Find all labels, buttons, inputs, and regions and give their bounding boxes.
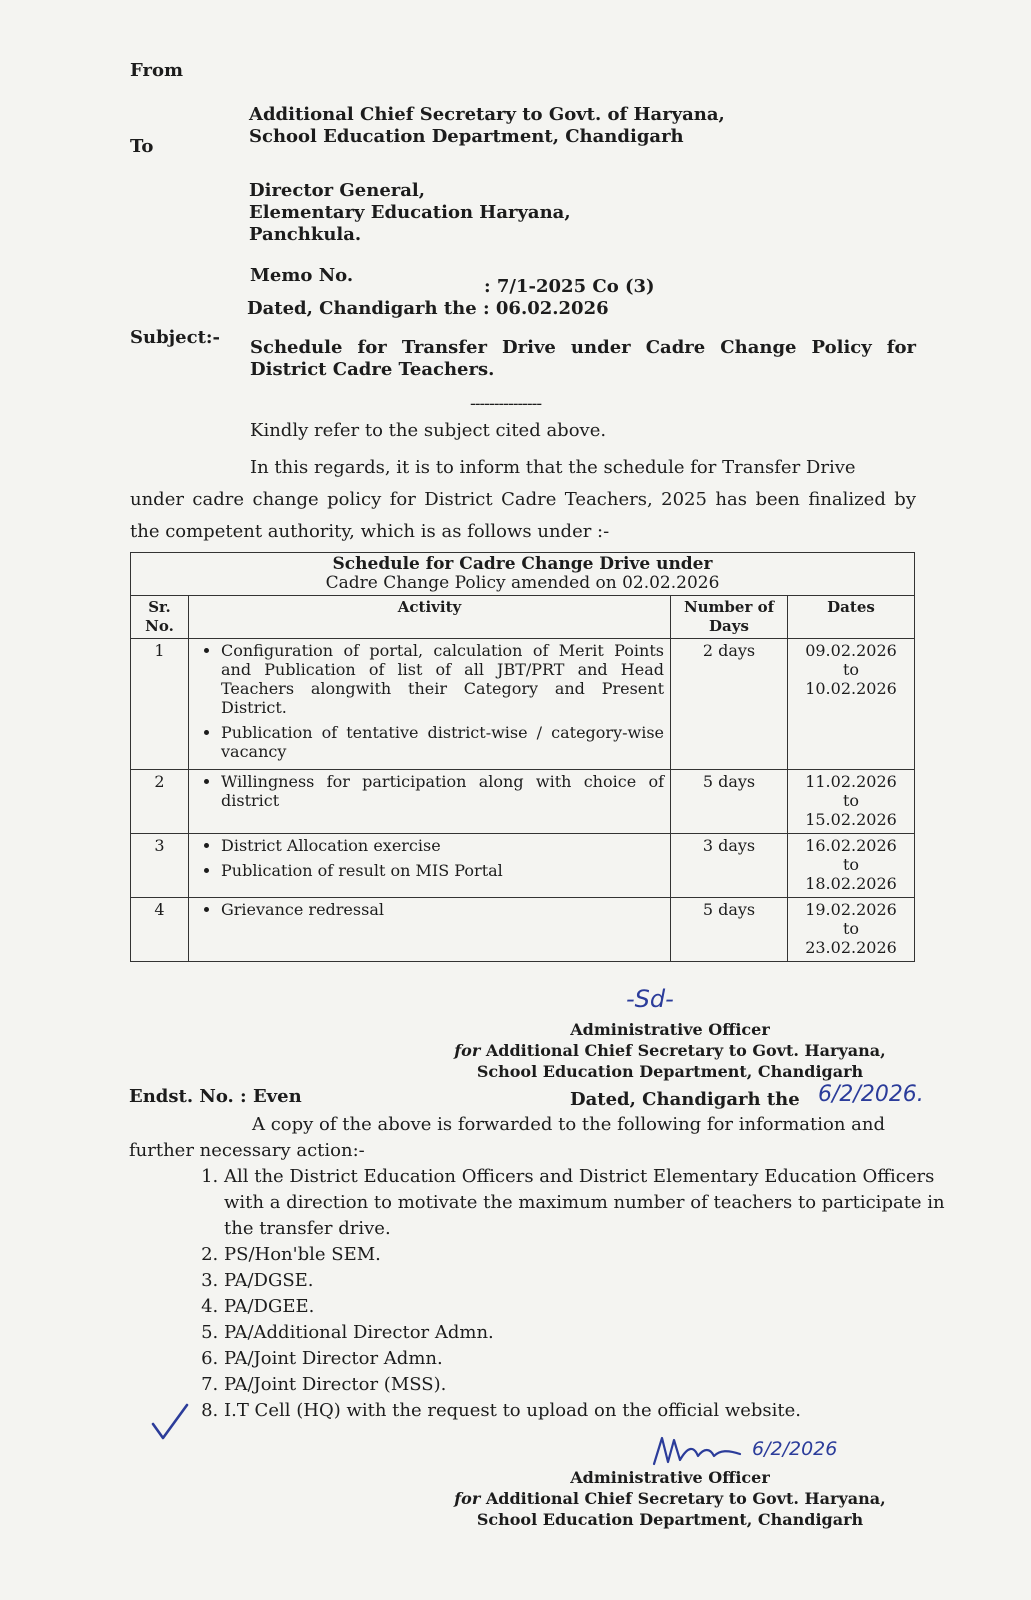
dated-label: Dated, Chandigarh the : — [247, 298, 490, 319]
endst-label: Endst. No. : Even — [129, 1086, 302, 1107]
table-title: Schedule for Cadre Change Drive under — [332, 554, 713, 574]
from-address — [249, 104, 725, 148]
date-from: 16.02.2026 — [805, 836, 897, 855]
date-from: 09.02.2026 — [805, 641, 897, 660]
row-days: 5 days — [671, 898, 788, 962]
date-to: 10.02.2026 — [805, 679, 897, 698]
to-label: To — [130, 136, 154, 157]
signature2-handwritten-date: 6/2/2026 — [752, 1438, 838, 1460]
row-activity — [189, 770, 671, 834]
header-sr: Sr. No. — [131, 596, 189, 639]
signature1-title: Administrative Officer — [570, 1020, 770, 1039]
row-sr: 2 — [131, 770, 189, 834]
row-sr: 4 — [131, 898, 189, 962]
signature1-department: School Education Department, Chandigarh — [476, 1062, 864, 1081]
date-to-word: to — [842, 660, 860, 679]
dated-value: 06.02.2026 — [495, 298, 609, 319]
list-item: 8. I.T Cell (HQ) with the request to upload on the official website. — [224, 1398, 954, 1424]
date-from: 11.02.2026 — [805, 772, 897, 791]
row-sr: 3 — [131, 834, 189, 898]
signature1-block — [400, 1019, 940, 1082]
list-item: 7. PA/Joint Director (MSS). — [224, 1372, 954, 1398]
memo-label: Memo No. — [250, 265, 354, 286]
row-days: 5 days — [671, 770, 788, 834]
table-row — [131, 770, 915, 834]
to-line2: Elementary Education Haryana, — [249, 202, 571, 223]
date-to: 23.02.2026 — [805, 938, 897, 957]
subject-label: Subject:- — [130, 327, 221, 348]
row-activity — [189, 639, 671, 770]
to-line1: Director General, — [249, 180, 426, 201]
body-para2-rest: under cadre change policy for District Cadre Teachers, 2025 has been finalized by the competent authority, which is as follows under :- — [130, 489, 916, 542]
row-dates — [788, 770, 915, 834]
signature2-for: for — [454, 1489, 481, 1508]
signature2-block — [400, 1467, 940, 1530]
endst-intro-rest: further necessary action:- — [129, 1140, 365, 1161]
header-dates: Dates — [788, 596, 915, 639]
row-sr: 1 — [131, 639, 189, 770]
list-item: 2. PS/Hon'ble SEM. — [224, 1242, 954, 1268]
list-item: 1. All the District Education Officers and District Elementary Education Officers with a direction to motivate the maximum number of teachers to participate in the transfer drive. — [224, 1164, 954, 1242]
dated-line — [247, 298, 609, 319]
table-row — [131, 834, 915, 898]
list-item: 3. PA/DGSE. — [224, 1268, 954, 1294]
sd-mark: -Sd- — [626, 985, 674, 1013]
date-from: 19.02.2026 — [805, 900, 897, 919]
date-to: 15.02.2026 — [805, 810, 897, 829]
body-para2-first: In this regards, it is to inform that the schedule for Transfer Drive — [250, 457, 856, 478]
schedule-table — [130, 552, 915, 962]
table-caption-row — [131, 553, 915, 596]
signature2-title: Administrative Officer — [570, 1468, 770, 1487]
table-caption — [131, 553, 915, 596]
endst-dated-label: Dated, Chandigarh the — [570, 1089, 800, 1110]
body-para1: Kindly refer to the subject cited above. — [250, 420, 607, 441]
endst-dated-handwritten: 6/2/2026. — [818, 1082, 924, 1107]
row-activity — [189, 898, 671, 962]
to-address — [249, 180, 571, 246]
table-header-row — [131, 596, 915, 639]
from-label: From — [130, 60, 183, 81]
signature2-office: Additional Chief Secretary to Govt. Haryana, — [485, 1489, 886, 1508]
signature1-office: Additional Chief Secretary to Govt. Haryana, — [485, 1041, 886, 1060]
activity-item: • Publication of tentative district-wise / category-wise vacancy — [221, 723, 664, 761]
table-row — [131, 639, 915, 770]
from-line1: Additional Chief Secretary to Govt. of Haryana, — [249, 104, 725, 125]
activity-item: • Configuration of portal, calculation of Merit Points and Publication of list of all JBT/PRT and Head Teachers alongwith their Category and Present District. — [221, 641, 664, 717]
list-item: 6. PA/Joint Director Admn. — [224, 1346, 954, 1372]
signature2-for-line — [400, 1488, 940, 1509]
subject-text: Schedule for Transfer Drive under Cadre Change Policy for District Cadre Teachers. — [250, 337, 916, 380]
endst-intro-first: A copy of the above is forwarded to the following for information and — [252, 1114, 885, 1135]
to-line3: Panchkula. — [249, 224, 362, 245]
date-to-word: to — [842, 855, 860, 874]
date-to-word: to — [842, 919, 860, 938]
row-days: 2 days — [671, 639, 788, 770]
signature-scribble-icon — [650, 1432, 750, 1472]
row-dates — [788, 834, 915, 898]
signature1-for-line — [400, 1040, 940, 1061]
list-item: 5. PA/Additional Director Admn. — [224, 1320, 954, 1346]
table-subtitle: Cadre Change Policy amended on 02.02.2026 — [325, 573, 720, 593]
activity-item: • District Allocation exercise — [221, 836, 664, 855]
activity-item: • Willingness for participation along with choice of district — [221, 772, 664, 810]
date-to-word: to — [842, 791, 860, 810]
from-line2: School Education Department, Chandigarh — [249, 126, 684, 147]
row-activity — [189, 834, 671, 898]
check-mark-icon — [150, 1402, 190, 1442]
memo-value: : 7/1-2025 Co (3) — [484, 276, 655, 297]
forwarding-list — [188, 1164, 954, 1424]
header-days: Number of Days — [671, 596, 788, 639]
signature2-department: School Education Department, Chandigarh — [476, 1510, 864, 1529]
row-dates — [788, 639, 915, 770]
signature1-for: for — [454, 1041, 481, 1060]
row-days: 3 days — [671, 834, 788, 898]
activity-item: • Publication of result on MIS Portal — [221, 861, 664, 880]
activity-item: • Grievance redressal — [221, 900, 664, 919]
date-to: 18.02.2026 — [805, 874, 897, 893]
table-row — [131, 898, 915, 962]
subject-separator: --------------- — [470, 394, 542, 414]
list-item: 4. PA/DGEE. — [224, 1294, 954, 1320]
header-activity: Activity — [189, 596, 671, 639]
row-dates — [788, 898, 915, 962]
